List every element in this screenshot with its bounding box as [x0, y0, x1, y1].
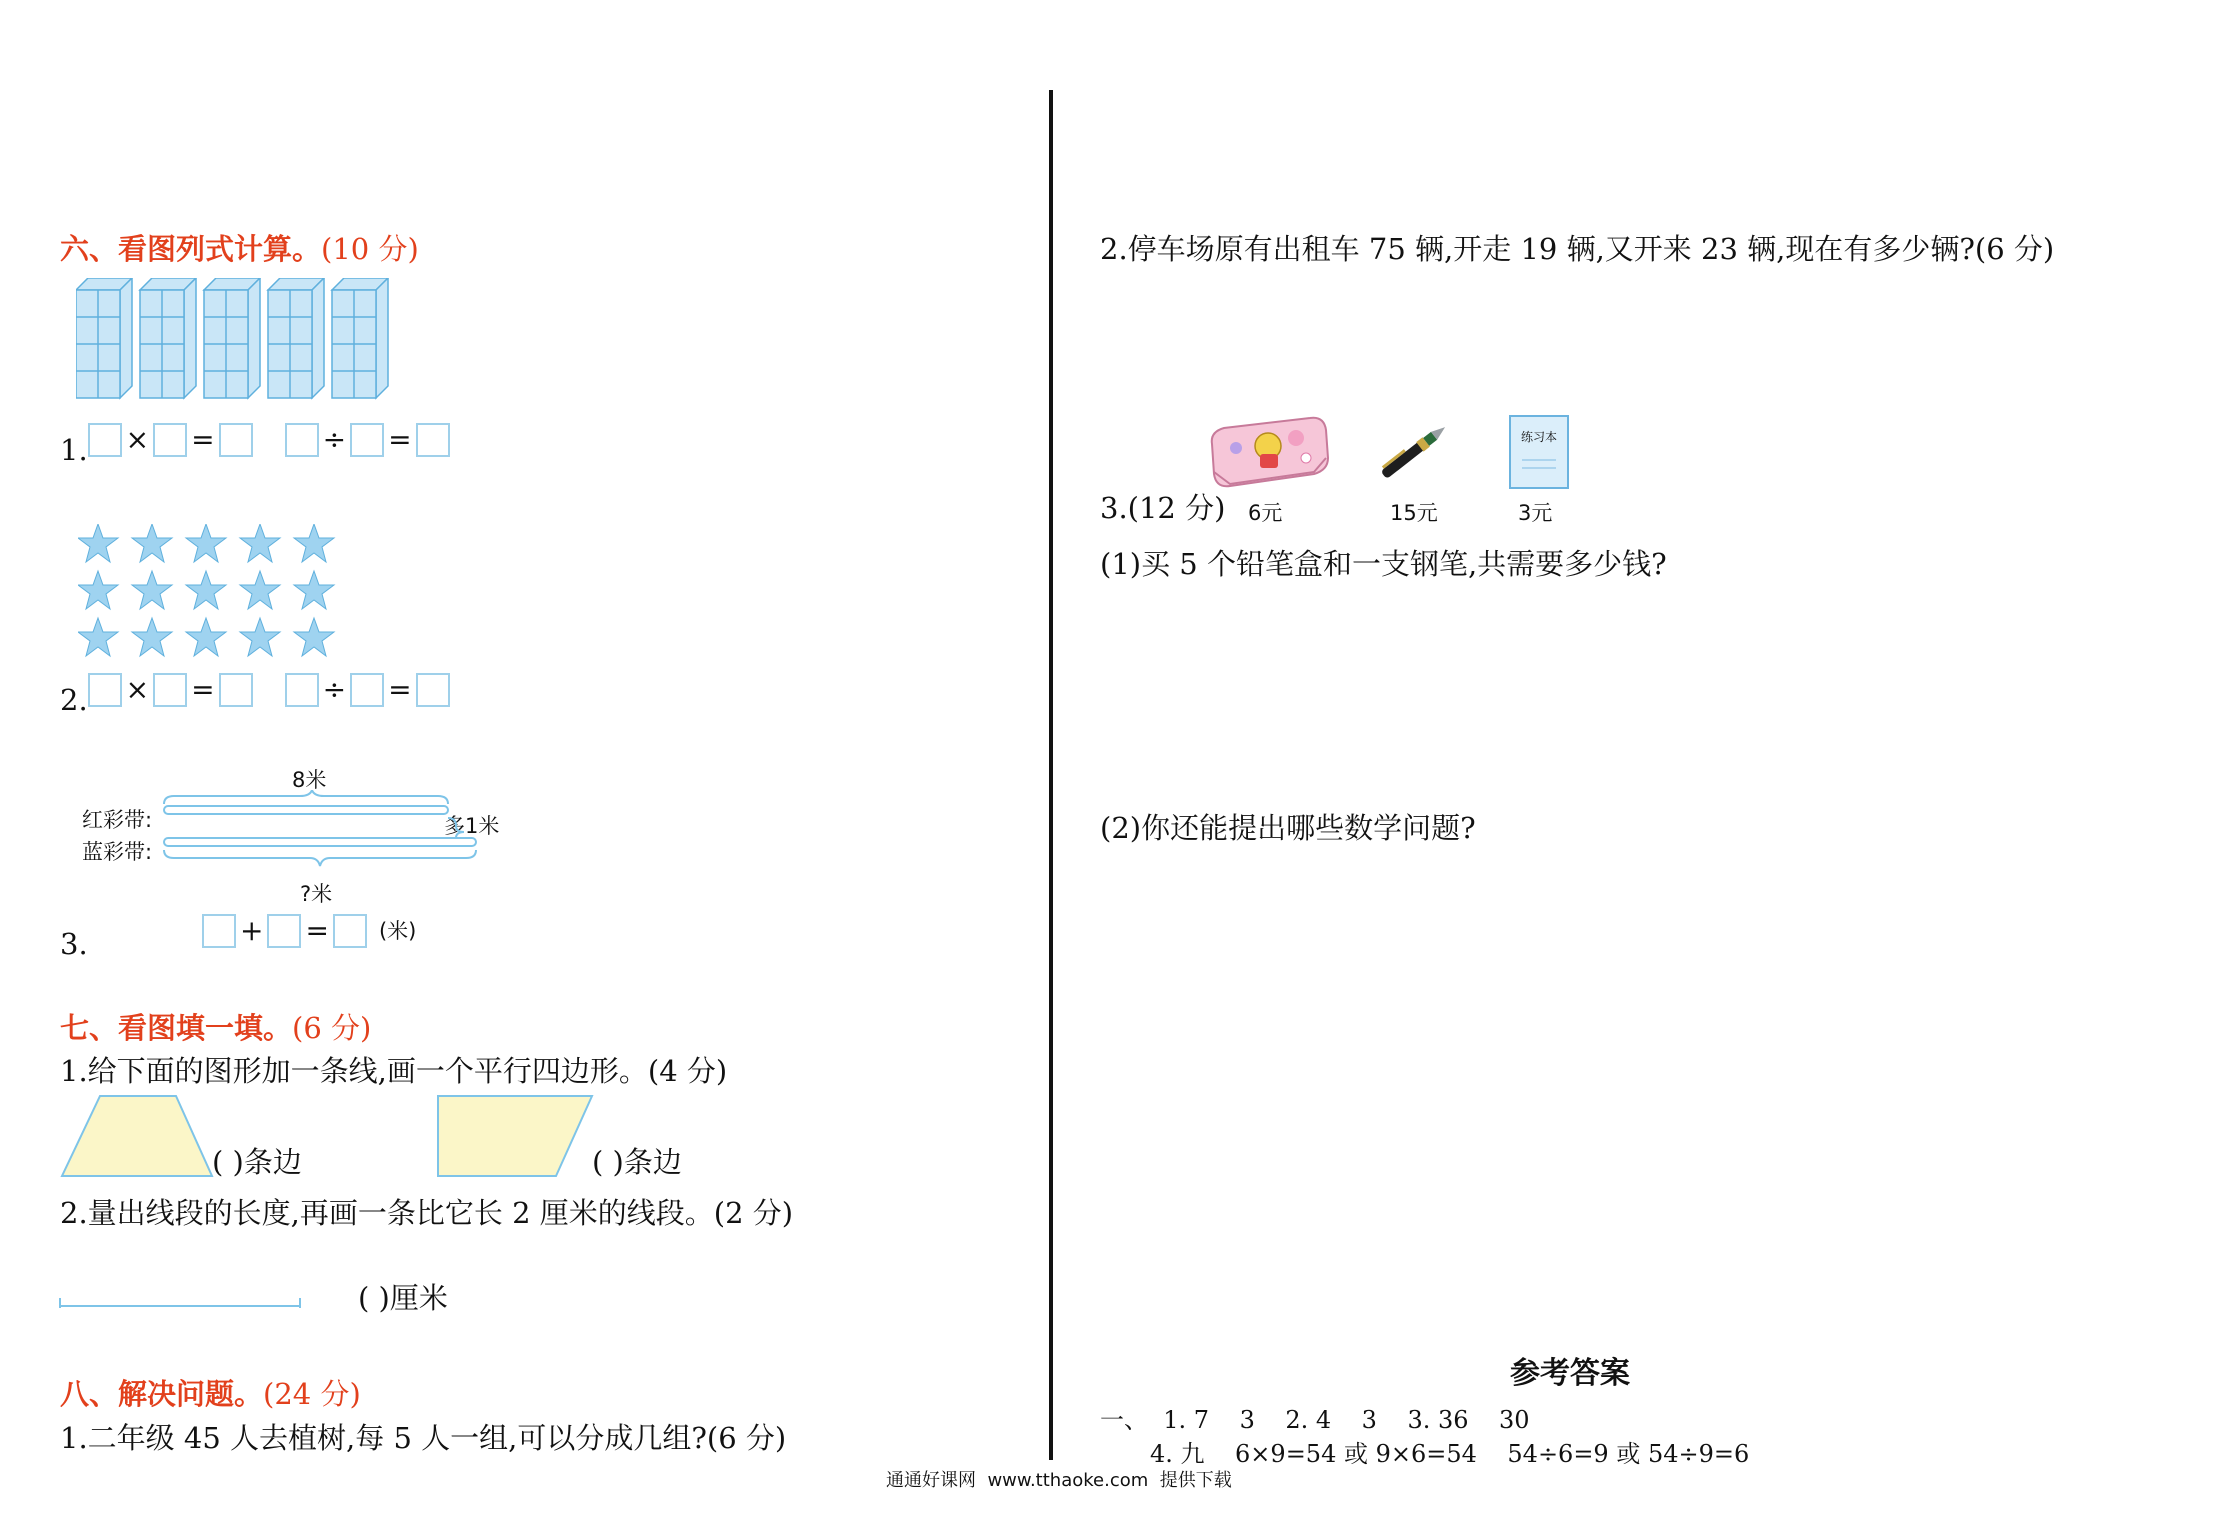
answer-box[interactable] [350, 423, 384, 457]
q6-1-equation [60, 414, 450, 465]
difference-label: 多1米 [444, 814, 500, 838]
footer-text: 通通好课网 www.tthaoke.com 提供下载 [886, 1470, 1232, 1491]
pen-icon [1370, 416, 1454, 490]
answer-box[interactable] [350, 673, 384, 707]
answer-box[interactable] [88, 423, 122, 457]
answer-box[interactable] [153, 673, 187, 707]
red-ribbon-label: 红彩带: [82, 808, 153, 832]
q8-3-sub-1: (1)买 5 个铅笔盒和一支钢笔,共需要多少钱? [1100, 547, 1667, 581]
section-6-heading [60, 232, 419, 266]
answers-line-1: 一、 1. 7 3 2. 4 3 3. 36 30 [1100, 1406, 1530, 1434]
answer-box[interactable] [202, 914, 236, 948]
notebook-price: 3元 [1518, 501, 1553, 525]
q7-2-blank[interactable]: ( )厘米 [358, 1281, 448, 1315]
equals-sign: = [191, 672, 215, 706]
star-row [78, 571, 334, 609]
answer-box[interactable] [285, 423, 319, 457]
answers-title: 参考答案 [1510, 1356, 1630, 1391]
cube-stack [268, 278, 324, 398]
answer-box[interactable] [219, 673, 253, 707]
star-row [78, 524, 334, 562]
q6-2-equation [60, 664, 450, 715]
section-8-points: (24 分) [263, 1377, 361, 1411]
equals-sign: = [388, 422, 412, 456]
bottom-brace [164, 850, 476, 866]
blue-ribbon-label: 蓝彩带: [82, 840, 153, 864]
q6-2-number: 2. [60, 683, 88, 717]
section-8-heading [60, 1377, 361, 1411]
times-sign: × [125, 422, 150, 456]
times-sign: × [125, 672, 150, 706]
q8-3-sub-2: (2)你还能提出哪些数学问题? [1100, 811, 1476, 845]
red-ribbon-bar [164, 806, 448, 814]
pen-price: 15元 [1390, 501, 1438, 525]
q7-2-text: 2.量出线段的长度,再画一条比它长 2 厘米的线段。(2 分) [60, 1196, 794, 1230]
section-7-title: 七、看图填一填。 [60, 1011, 293, 1045]
pencil-box-price: 6元 [1248, 501, 1283, 525]
line-segment [58, 1294, 304, 1310]
plus-sign: + [240, 914, 264, 947]
pencil-box-icon [1206, 414, 1330, 490]
answer-box[interactable] [285, 673, 319, 707]
cube-stack [76, 278, 132, 398]
answer-box[interactable] [416, 423, 450, 457]
section-6-points: (10 分) [321, 232, 419, 266]
ribbon-brace-diagram [160, 790, 480, 870]
section-7-points: (6 分) [292, 1011, 372, 1045]
q7-1-text: 1.给下面的图形加一条线,画一个平行四边形。(4 分) [60, 1054, 728, 1088]
q6-3-number: 3. [60, 927, 88, 961]
q7-1-blank-2[interactable]: ( )条边 [592, 1145, 682, 1179]
top-brace [164, 790, 448, 804]
bottom-length-label: ?米 [300, 882, 333, 906]
notebook-icon [1508, 414, 1570, 490]
answer-box[interactable] [267, 914, 301, 948]
blue-ribbon-bar [164, 838, 476, 846]
trapezoid-shape[interactable] [58, 1094, 218, 1178]
divide-sign: ÷ [322, 672, 347, 706]
equals-sign: = [305, 914, 329, 947]
answer-box[interactable] [416, 673, 450, 707]
equals-sign: = [191, 422, 215, 456]
answer-box[interactable] [88, 673, 122, 707]
cube-stack [140, 278, 196, 398]
q8-3-number: 3.(12 分) [1100, 491, 1226, 525]
top-length-label: 8米 [292, 768, 327, 792]
difference-brace [448, 818, 464, 838]
cube-stack [332, 278, 388, 398]
q6-1-number: 1. [60, 433, 88, 467]
q8-1-text: 1.二年级 45 人去植树,每 5 人一组,可以分成几组?(6 分) [60, 1421, 787, 1455]
answer-box[interactable] [219, 423, 253, 457]
q8-2-text: 2.停车场原有出租车 75 辆,开走 19 辆,又开来 23 辆,现在有多少辆?(6 分) [1100, 232, 2055, 266]
section-6-title: 六、看图列式计算。 [60, 232, 322, 266]
answer-box[interactable] [333, 914, 367, 948]
column-divider [1049, 90, 1053, 1460]
cube-stacks-illustration [76, 278, 406, 403]
section-7-heading [60, 1011, 372, 1045]
stars-illustration [78, 524, 348, 664]
answers-line-2: 4. 九 6×9=54 或 9×6=54 54÷6=9 或 54÷9=6 [1150, 1440, 1750, 1468]
star-row [78, 618, 334, 656]
unit-label: (米) [378, 918, 417, 943]
answer-box[interactable] [153, 423, 187, 457]
notebook-cover-text: 练习本 [1520, 430, 1557, 444]
cube-stack [204, 278, 260, 398]
equals-sign: = [388, 672, 412, 706]
section-8-title: 八、解决问题。 [60, 1377, 264, 1411]
q6-3-equation [202, 914, 416, 948]
divide-sign: ÷ [322, 422, 347, 456]
quadrilateral-shape[interactable] [436, 1094, 596, 1178]
q7-1-blank-1[interactable]: ( )条边 [212, 1145, 302, 1179]
